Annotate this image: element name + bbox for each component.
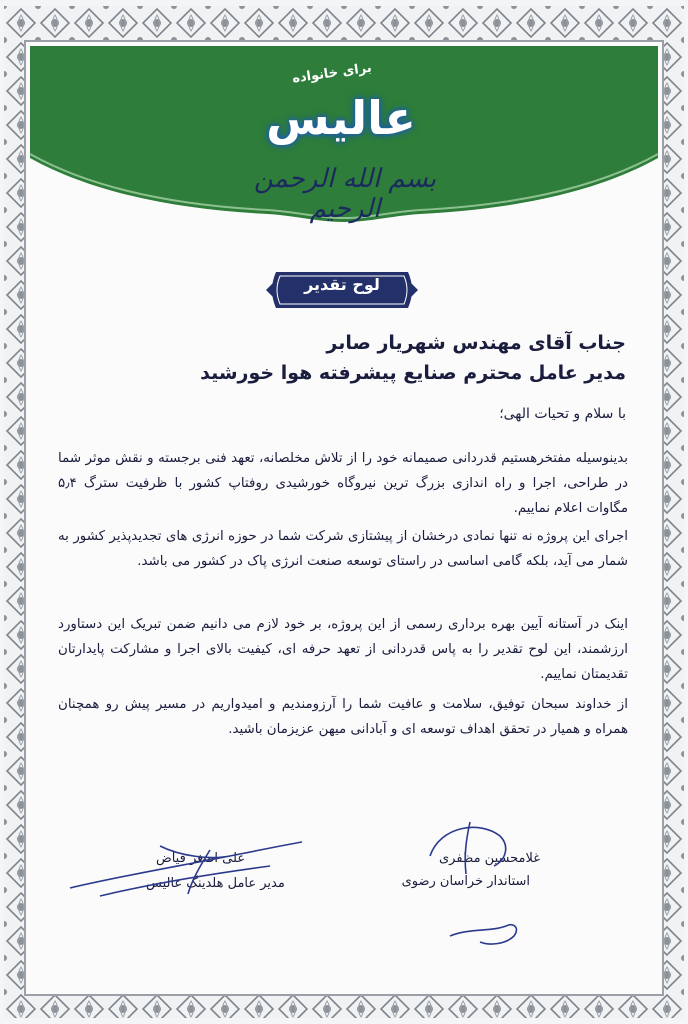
greeting-line: با سلام و تحیات الهی؛ — [499, 406, 626, 422]
recipient-position: مدیر عامل محترم صنایع پیشرفته هوا خورشید — [200, 362, 626, 384]
certificate-sheet — [30, 46, 658, 990]
body-paragraph: اینک در آستانه آیین بهره برداری رسمی از این پروژه، بر خود لازم می دانیم ضمن تبریک این دستاورد ارزشمند، این لوح تقدیر را به پاس قدردانی از تعهد حرفه ای، کیفیت بالای اجرا و مشارکت پایدارتان تقدیمتان نماییم. — [58, 617, 628, 682]
signatory-left-title: مدیر عامل هلدینگ عالیس — [146, 876, 285, 891]
body-paragraph: اجرای این پروژه نه تنها نمادی درخشان از پیشتازی شرکت شما در حوزه انرژی های تجدیدپذیر کشور به شمار می آید، بلکه گامی اساسی در راستای توسعه صنعت انرژی پاک در کشور می باشد. — [58, 529, 628, 569]
recipient-name: جناب آقای مهندس شهریار صابر — [326, 332, 626, 354]
signatory-right-name: غلامحسین مظفری — [438, 851, 540, 866]
basmala-calligraphy: بسم الله الرحمن الرحیم — [253, 164, 437, 224]
body-paragraph: از خداوند سبحان توفیق، سلامت و عافیت شما را آرزومندیم و امیدواریم در مسیر پیش رو همچنان همراه و همیار در تحقق اهداف توسعه ای و آبادانی میهن عزیزمان باشید. — [58, 697, 628, 737]
body-paragraph: بدینوسیله مفتخرهستیم قدردانی صمیمانه خود را از تلاش مخلصانه، تعهد فنی برجسته و نقش موثر شما در طراحی، اجرا و راه اندازی بزرگ ترین نیروگاه خورشیدی روفتاپ کشور با ظرفیت سترگ ۵٫۴ مگاوات اعلام نماییم. — [58, 451, 628, 516]
signatory-left-name: علی اصغر فیاض — [156, 851, 246, 866]
left-signature-scrawl — [60, 836, 310, 906]
brand-tagline: برای خانواده — [291, 60, 373, 87]
plaque-title: لوح تقدیر — [304, 275, 380, 294]
right-signature-scrawl — [410, 816, 550, 966]
brand-logo: عالیس — [266, 91, 416, 145]
signatory-right-title: استاندار خراسان رضوی — [401, 874, 530, 889]
